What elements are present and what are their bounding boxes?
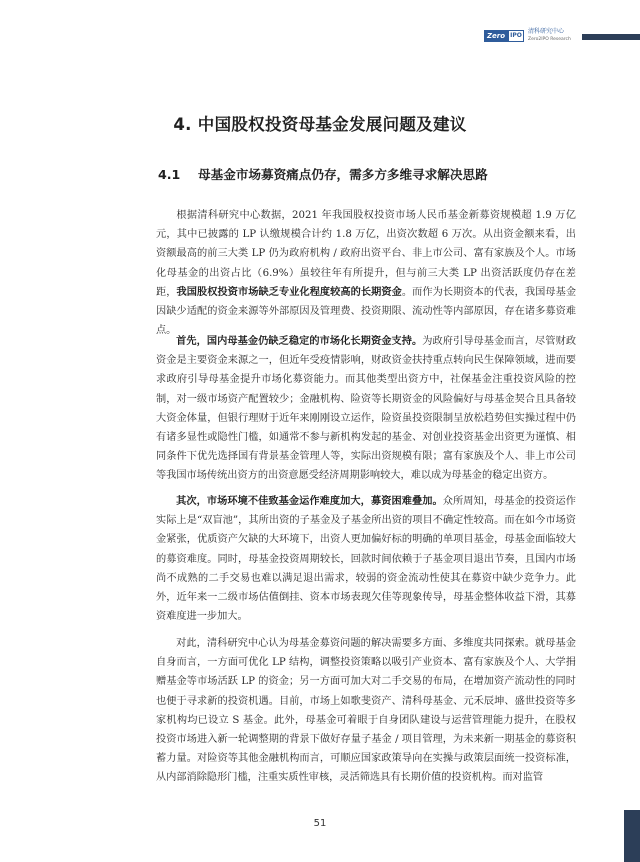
paragraph-lead-text: 首先，国内母基金仍缺乏稳定的市场化长期资金支持。 xyxy=(176,336,423,347)
section-number: 4.1 xyxy=(158,167,181,182)
logo-wordmark xyxy=(528,28,580,43)
zero2ipo-logo xyxy=(484,26,576,46)
paragraph-text: 根据清科研究中心数据，2021 年我国股权投资市场人民币基金新募资规模超 1.9 万亿元，其中已披露的 LP 认缴规模合计约 1.8 万亿，出资次数超 6 万次。从出资金额来看，出资额最高的前三大类 LP 仍为政府机构 / 政府出资平台、非上市公司、富有家族及个人。市场化母基金的出资占比（6.9%）虽较往年有所提升，但与前三大类 LP 出资活跃度仍存在差距， xyxy=(156,210,576,298)
logo-ipo-text: IPO xyxy=(508,30,524,42)
paragraph-lead-text: 其次，市场环境不佳致基金运作难度加大，募资困难叠加。 xyxy=(176,496,443,507)
page-header xyxy=(0,26,640,50)
section-heading xyxy=(158,164,598,183)
paragraph-1 xyxy=(156,206,576,340)
corner-accent xyxy=(624,810,640,862)
paragraph-text: 为政府引导母基金而言，尽管财政资金是主要资金来源之一，但近年受疫情影响，财政资金扶持重点转向民生保障领域，进而要求政府引导母基金提升市场化募资能力。而其他类型出资方中，社保基金注重投资风险的控制，对一级市场资产配置较少；金融机构、险资等长期资金的风险偏好与母基金契合且具备较大资金体量，但银行理财于近年来刚刚设立运作，险资虽投资限制呈放松趋势但实操过程中仍有诸多显性或隐性门槛，如通常不参与新机构发起的基金、对创业投资基金出资更为谨慎、相同条件下优先选择国有背景基金管理人等，实际出资规模有限；富有家族及个人、非上市公司等我国市场传统出资方的出资意愿受经济周期影响较大，难以成为母基金的稳定出资方。 xyxy=(156,336,577,482)
paragraph-text: 众所周知，母基金的投资运作实际上是“双盲池”，其所出资的子基金及子基金所出资的项目不确定性较高。而在如今市场资金紧张，优质资产欠缺的大环境下，出资人更加偏好标的明确的单项目基金，母基金面临较大的募资难度。同时，母基金投资周期较长，回款时间依赖于子基金项目退出节奏，且国内市场尚不成熟的二手交易也难以满足退出需求，较弱的资金流动性使其在募资中缺少竞争力。此外，近年来一二级市场估值倒挂、资本市场表现欠佳等现象传导，母基金整体收益下滑，其募资难度进一步加大。 xyxy=(156,496,576,623)
logo-chinese-name: 清科研究中心 xyxy=(528,28,565,35)
section-title: 母基金市场募资痛点仍存，需多方多维寻求解决思路 xyxy=(198,167,488,182)
page-number: 51 xyxy=(313,818,327,829)
chapter-title: 4. 中国股权投资母基金发展问题及建议 xyxy=(173,115,467,134)
paragraph-4 xyxy=(156,634,576,788)
paragraph-bold-text: 我国股权投资市场缺乏专业化程度较高的长期资金 xyxy=(176,286,402,298)
logo-english-name: Zero2IPO Research xyxy=(528,37,571,42)
paragraph-text: 对此，清科研究中心认为母基金募资问题的解决需要多方面、多维度共同探索。就母基金自身而言，一方面可优化 LP 结构，调整投资策略以吸引产业资本、富有家族及个人、大学捐赠基金等市场活跃 LP 的资金；另一方面可加大对二手交易的布局，在增加资产流动性的同时也便于寻求新的投资机遇。目前，市场上如歌斐资产、清科母基金、元禾辰坤、盛世投资等多家机构均已设立 S 基金。此外，母基金可着眼于自身团队建设与运营管理能力提升，在股权投资市场进入新一轮调整期的背景下做好存量子基金 / 项目管理，为未来新一期基金的募资积蓄力量。对险资等其他金融机构而言，可顺应国家政策导向在实操与政策层面统一投资标准，从内部消除隐形门槛，注重实质性审核，灵活筛选具有长期价值的投资机构。而对监管 xyxy=(156,638,576,784)
logo-mark xyxy=(484,30,524,42)
paragraph-3 xyxy=(156,492,576,626)
paragraph-tail-text: 。而作为长期资本的代表，我国母基金因缺少适配的资金来源等外部原因及管理费、投资期限、流动性等内部原因，存在诸多募资难点。 xyxy=(156,286,577,337)
paragraph-2 xyxy=(156,332,576,486)
header-accent-bar xyxy=(582,34,640,40)
logo-zero-text: Zero xyxy=(484,30,508,42)
